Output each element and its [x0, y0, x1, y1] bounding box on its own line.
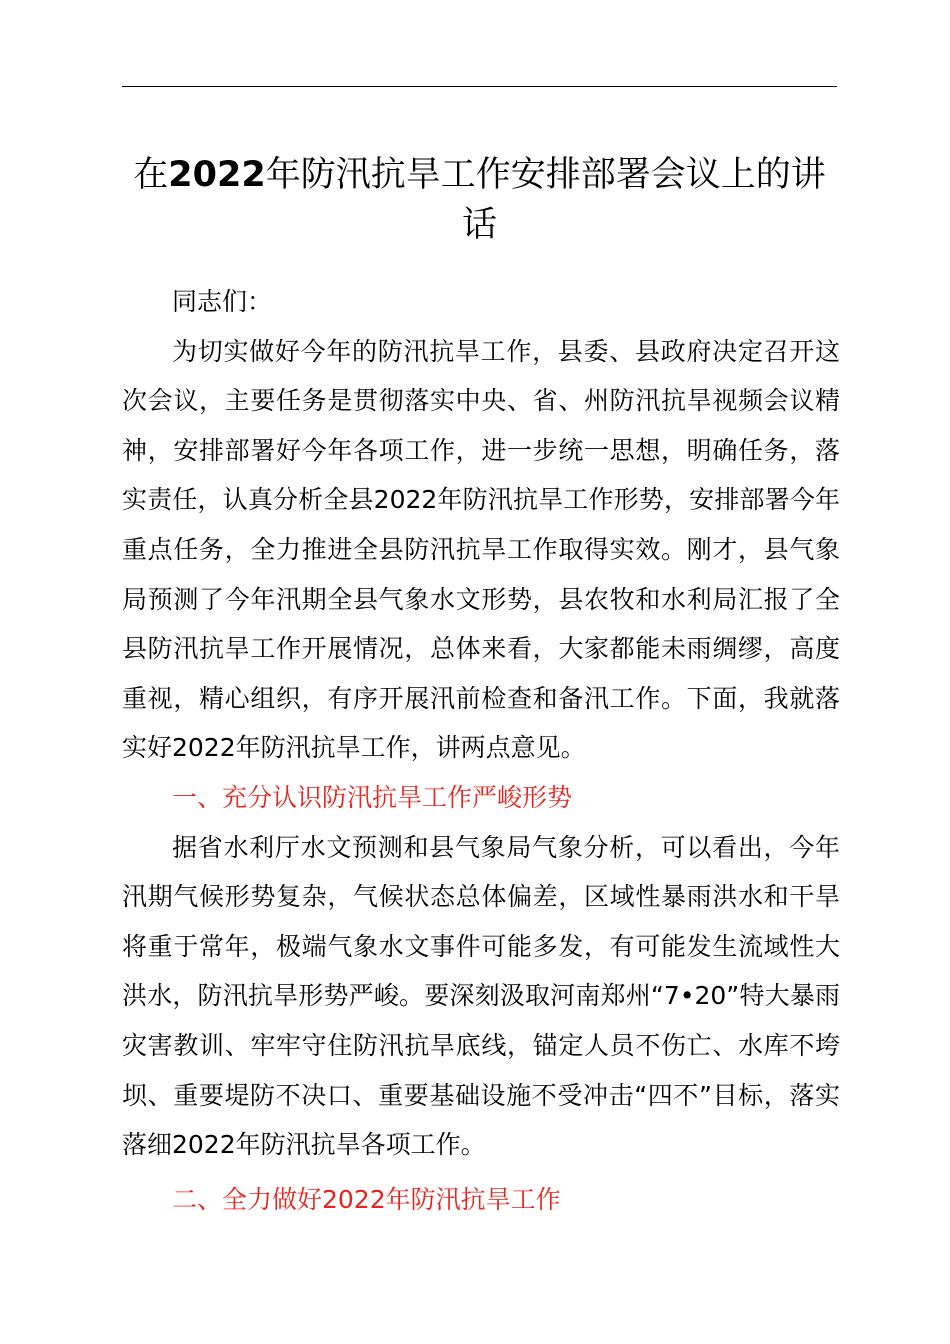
- title-suffix: 年防汛抗旱工作安排部署会议上的讲话: [265, 155, 826, 245]
- body-paragraph: 为切实做好今年的防汛抗旱工作，县委、县政府决定召开这次会议，主要任务是贯彻落实中央、省、州防汛抗旱视频会议精神，安排部署好今年各项工作，进一步统一思想，明确任务，落实责任，认真分析全县2022年防汛抗旱工作形势，安排部署今年重点任务，全力推进全县防汛抗旱工作取得实效。刚才，县气象局预测了今年汛期全县气象水文形势，县农牧和水利局汇报了全县防汛抗旱工作开展情况，总体来看，大家都能未雨绸缪，高度重视，精心组织，有序开展汛前检查和备汛工作。下面，我就落实好2022年防汛抗旱工作，讲两点意见。: [122, 336, 840, 763]
- document-title: [122, 150, 837, 250]
- salutation: 同志们：: [172, 287, 273, 316]
- title-year: 2022: [168, 155, 266, 195]
- section-heading: 二、全力做好2022年防汛抗旱工作: [172, 1184, 561, 1214]
- header-rule: [122, 86, 837, 87]
- title-prefix: 在: [133, 155, 169, 195]
- section-heading: 一、充分认识防汛抗旱工作严峻形势: [172, 782, 573, 812]
- document-body: [122, 277, 840, 1224]
- body-paragraph: 据省水利厅水文预测和县气象局气象分析，可以看出，今年汛期气候形势复杂，气候状态总体偏差，区域性暴雨洪水和干旱将重于常年，极端气象水文事件可能多发，有可能发生流域性大洪水，防汛抗旱形势严峻。要深刻汲取河南郑州“7•20”特大暴雨灾害教训、牢牢守住防汛抗旱底线，锚定人员不伤亡、水库不垮坝、重要堤防不决口、重要基础设施不受冲击“四不”目标，落实落细2022年防汛抗旱各项工作。: [122, 832, 840, 1160]
